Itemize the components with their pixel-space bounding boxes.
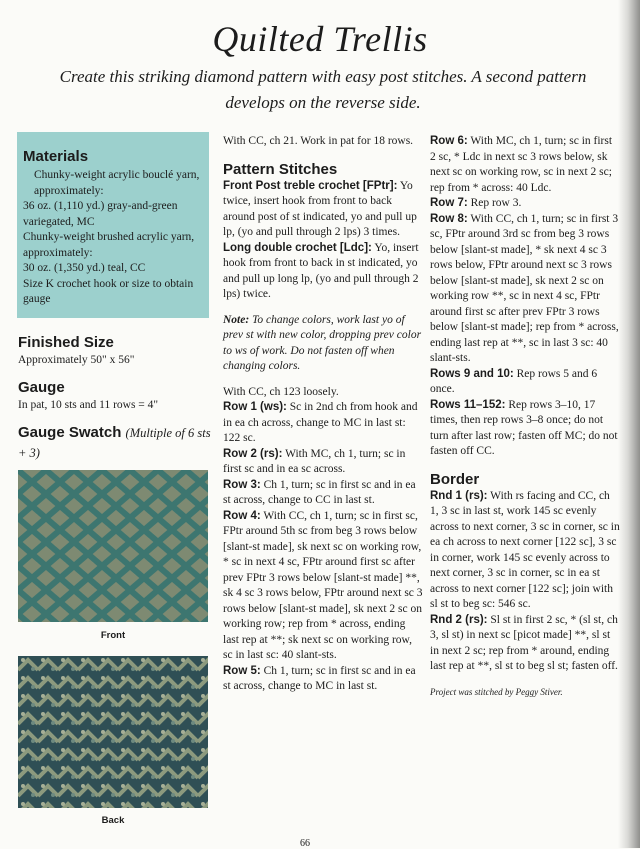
row-label: Row 2 (rs): bbox=[223, 447, 283, 460]
ldc-label: Long double crochet [Ldc]: bbox=[223, 241, 372, 254]
rows-9-10 bbox=[430, 367, 620, 398]
gauge-text: In pat, 10 sts and 11 rows = 4" bbox=[18, 399, 159, 411]
front-swatch-photo bbox=[18, 470, 208, 622]
finished-size-heading: Finished Size bbox=[18, 334, 114, 351]
middle-column bbox=[223, 134, 423, 695]
row-text: With MC, ch 1, turn; sc in first 2 sc, * Ldc in next sc 3 rows below, sk next sc on working row, sc in next 2 sc; rep from * across: 40 Ldc. bbox=[430, 135, 613, 194]
fptr-label: Front Post treble crochet [FPtr]: bbox=[223, 179, 398, 192]
gauge-swatch-heading bbox=[18, 423, 214, 463]
rnd-label: Rnd 1 (rs): bbox=[430, 489, 488, 502]
fptr-definition bbox=[223, 179, 423, 241]
materials-line: 30 oz. (1,350 yd.) teal, CC bbox=[23, 262, 146, 274]
row-text: Ch 1, turn; sc in first sc and in ea st across, change to MC in last st. bbox=[223, 664, 416, 692]
color-change-note bbox=[223, 313, 423, 375]
pattern-stitches-heading: Pattern Stitches bbox=[223, 160, 338, 178]
row-text: Rep rows 3–10, 17 times, then rep rows 3–8 once; do not turn after last row; fasten off MC; do not fasten off CC. bbox=[430, 398, 618, 457]
gauge-swatch-note: (Multiple of 6 sts + 3) bbox=[18, 426, 211, 460]
row-label: Row 6: bbox=[430, 135, 468, 147]
row-4 bbox=[223, 509, 423, 664]
finished-size-text: Approximately 50" x 56" bbox=[18, 354, 135, 366]
note-text: To change colors, work last yo of prev st with new color, dropping prev color to ws of work. Do not fasten off when changing colors. bbox=[223, 313, 422, 372]
row-7 bbox=[430, 196, 620, 212]
border-heading: Border bbox=[430, 470, 480, 488]
project-credit: Project was stitched by Peggy Stiver. bbox=[430, 686, 563, 697]
page-title: Quilted Trellis bbox=[212, 19, 428, 59]
row-text: Rep rows 5 and 6 once. bbox=[430, 367, 598, 395]
row-8 bbox=[430, 212, 620, 367]
page-subtitle: Create this striking diamond pattern with easy post stitches. A second pattern develops on the reverse side. bbox=[59, 67, 587, 112]
row-1 bbox=[223, 400, 423, 447]
swatch-intro: With CC, ch 21. Work in pat for 18 rows. bbox=[223, 135, 414, 147]
row-text: With MC, ch 1, turn; sc in first sc and in ea sc across. bbox=[223, 447, 406, 475]
page-gutter-shadow bbox=[618, 0, 640, 848]
back-swatch-photo bbox=[18, 656, 208, 808]
materials-line: Chunky-weight brushed acrylic yarn, approximately: bbox=[23, 231, 195, 259]
border-rnd-2 bbox=[430, 613, 620, 675]
start-instruction: With CC, ch 123 loosely. bbox=[223, 385, 339, 398]
rnd-text: Sl st in first 2 sc, * (sl st, ch 3, sl st) in next sc [picot made] **, sl st in next 2 sc; rep from * around, ending last rep at **, sl st to beg sl st; fasten off. bbox=[430, 613, 618, 672]
row-text: Rep row 3. bbox=[470, 197, 522, 209]
row-label: Row 5: bbox=[223, 664, 261, 677]
row-label: Row 1 (ws): bbox=[223, 401, 287, 413]
gauge-swatch-title: Gauge Swatch bbox=[18, 424, 122, 441]
materials-box bbox=[17, 132, 209, 318]
front-caption: Front bbox=[100, 630, 126, 641]
row-label: Row 4: bbox=[223, 509, 261, 522]
materials-heading: Materials bbox=[23, 148, 89, 165]
rnd-label: Rnd 2 (rs): bbox=[430, 613, 488, 626]
materials-line: 36 oz. (1,110 yd.) gray-and-green variegated, MC bbox=[23, 200, 178, 228]
row-label: Row 8: bbox=[430, 212, 468, 225]
row-label: Rows 11–152: bbox=[430, 398, 506, 411]
fptr-text: Yo twice, insert hook from front to back around post of st indicated, yo and pull up lp, (yo and pull through 2 lps) 3 times. bbox=[223, 179, 417, 238]
row-label: Row 7: bbox=[430, 197, 468, 209]
rnd-text: With rs facing and CC, ch 1, 3 sc in last st, work 145 sc evenly across to next corner, 3 sc in corner, sc in ea ch across to next corner [122 sc], 3 sc in corner, work 145 sc evenly across to next corner, 3 sc in corner, sc in ea st across to next corner [122 sc]; join with sl st to beg sc: 546 sc. bbox=[430, 489, 620, 610]
right-column bbox=[430, 134, 620, 700]
row-6 bbox=[430, 134, 620, 196]
row-text: Sc in 2nd ch from hook and in ea ch across, change to MC in last st: 122 sc. bbox=[223, 401, 418, 444]
row-5 bbox=[223, 664, 423, 695]
row-text: With CC, ch 1, turn; sc in first 3 sc, FPtr around 3rd sc from beg 3 rows below [slant-st made], * sk next 4 sc 3 rows below, FPtr around next sc 3 rows below [slant-st made], sk next 2 sc on working row **, sc in next 4 sc, FPtr around first sc after prev FPtr 3 rows below [slant-st made]; rep from * across, ending last rep at **, sc in last 3 sc: 40 slant-sts. bbox=[430, 212, 619, 364]
row-label: Rows 9 and 10: bbox=[430, 367, 514, 380]
ldc-text: Yo, insert hook from front to back in st indicated, yo and pull up long lp, (yo and pull through 2 lps) twice. bbox=[223, 241, 419, 300]
gauge-heading: Gauge bbox=[18, 379, 65, 396]
rows-11-152 bbox=[430, 398, 620, 460]
back-caption: Back bbox=[101, 815, 125, 826]
ldc-definition bbox=[223, 241, 423, 303]
left-column bbox=[18, 333, 214, 463]
note-label: Note: bbox=[223, 313, 250, 326]
materials-line: Chunky-weight acrylic bouclé yarn, approximately: bbox=[34, 169, 200, 197]
row-3 bbox=[223, 478, 423, 509]
row-text: Ch 1, turn; sc in first sc and in ea st across, change to CC in last st. bbox=[223, 478, 416, 506]
row-label: Row 3: bbox=[223, 478, 261, 491]
row-2 bbox=[223, 447, 423, 478]
row-text: With CC, ch 1, turn; sc in first sc, FPtr around 5th sc from beg 3 rows below [slant-st made], sk next sc on working row, * sc in next 4 sc, FPtr around first sc after prev FPtr 3 rows below [slant-st made] **, sk 4 sc 3 rows below, FPtr around next sc 3 rows below [slant-st made], sk next 2 sc on working row; rep from * across, ending last rep at **; sk next sc on working row, sc in last sc: 40 slant-sts. bbox=[223, 509, 423, 661]
materials-line: Size K crochet hook or size to obtain gauge bbox=[23, 277, 194, 305]
border-rnd-1 bbox=[430, 489, 620, 613]
page-number: 66 bbox=[300, 838, 310, 849]
